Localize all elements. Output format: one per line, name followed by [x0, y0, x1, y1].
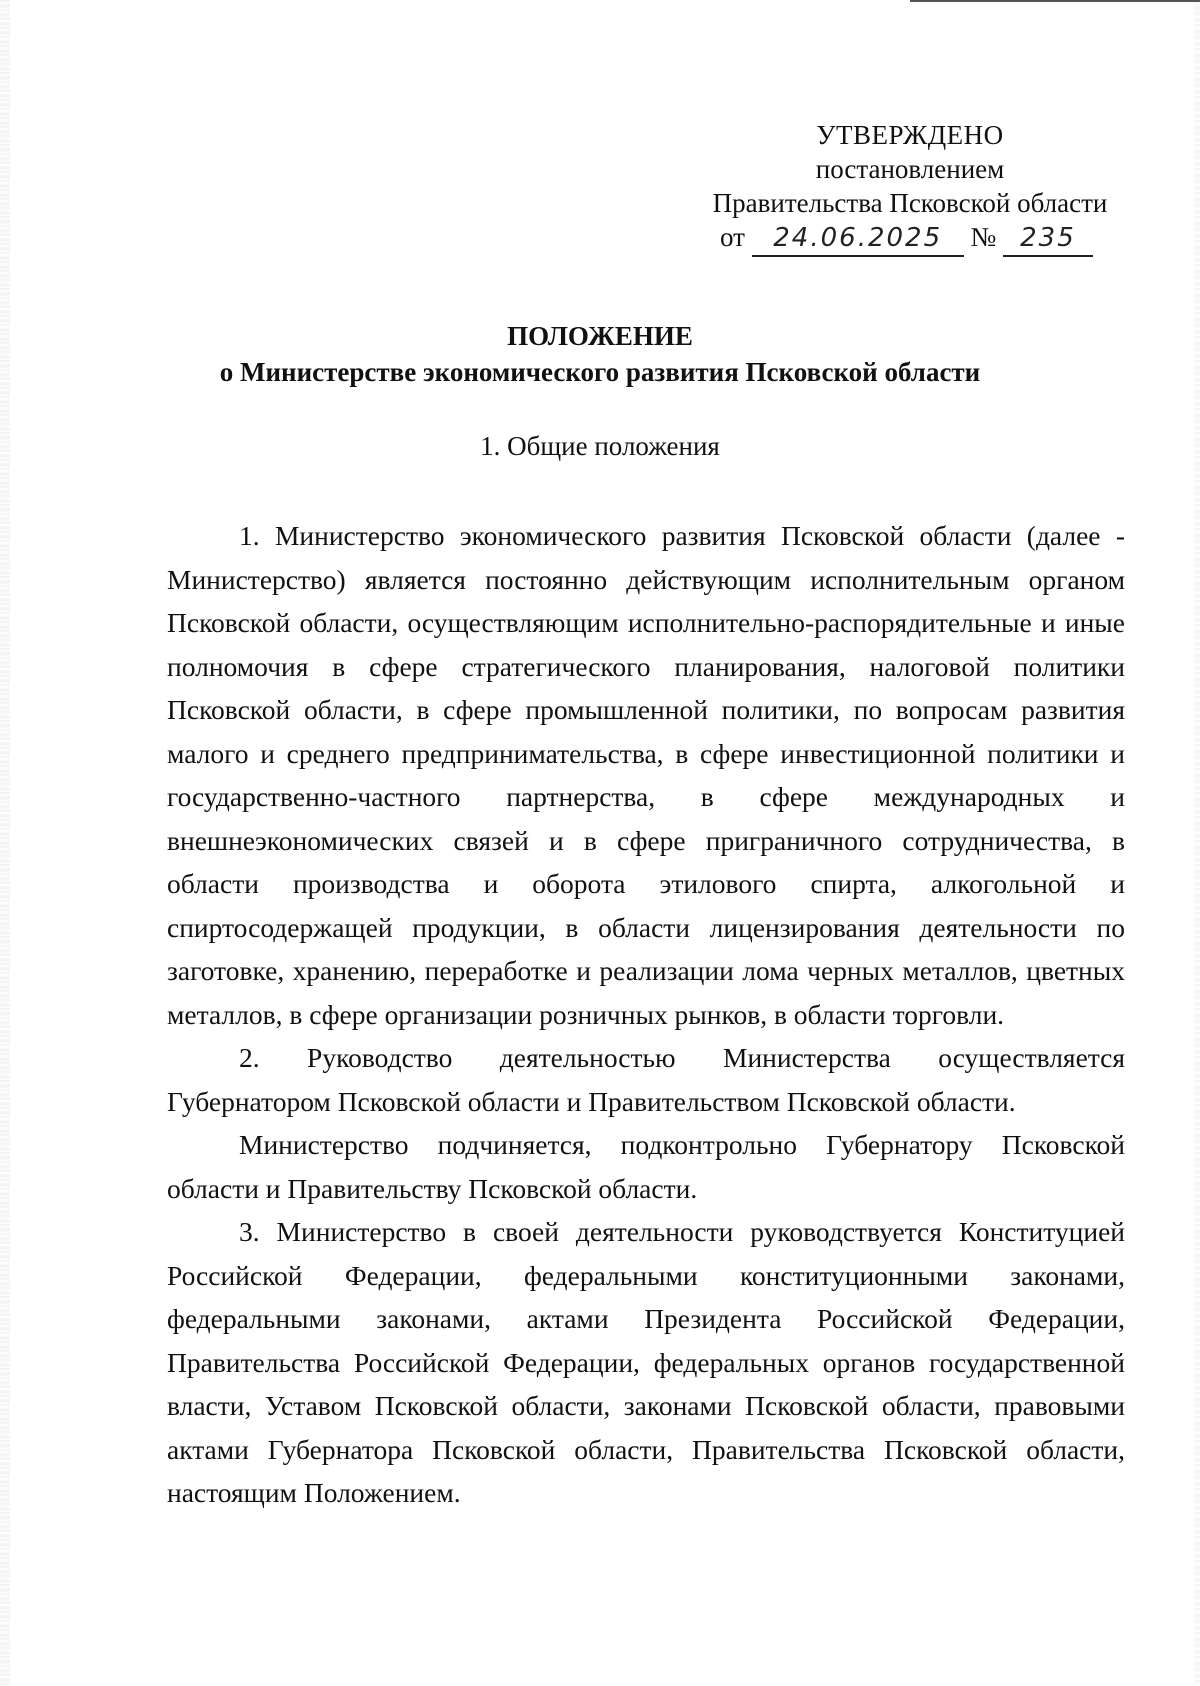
document-body	[167, 514, 1125, 1515]
document-title-main: ПОЛОЖЕНИЕ	[507, 321, 693, 351]
number-sign: №	[970, 222, 997, 252]
approval-date-line	[720, 220, 1130, 257]
paragraph-1: 1. Министерство экономического развития Псковской области (далее - Министерство) является постоянно действующим исполнительным органом Псковской области, осуществляющим исполнительно-распорядительные и иные полномочия в сфере стратегического планирования, налоговой политики Псковской области, в сфере промышленной политики, по вопросам развития малого и среднего предпринимательства, в сфере инвестиционной политики и государственно-частного партнерства, в сфере международных и внешнеэкономических связей и в сфере приграничного сотрудничества, в области производства и оборота этилового спирта, алкогольной и спиртосодержащей продукции, в области лицензирования деятельности по заготовке, хранению, переработке и реализации лома черных металлов, цветных металлов, в сфере организации розничных рынков, в области торговли.	[167, 520, 1125, 1030]
approval-decree-label: постановлением	[815, 154, 1005, 184]
paragraph-3: 3. Министерство в своей деятельности руководствуется Конституцией Российской Федерации, федеральными конституционными законами, федеральными законами, актами Президента Российской Федерации, Правительства Российской Федерации, федеральных органов государственной власти, Уставом Псковской области, законами Псковской области, правовыми актами Губернатора Псковской области, Правительства Псковской области, настоящим Положением.	[167, 1216, 1125, 1508]
scan-top-line	[910, 0, 1200, 2]
document-title	[0, 318, 1200, 390]
paragraph-2-continued: Министерство подчиняется, подконтрольно Губернатору Псковской области и Правительству Псковской области.	[167, 1129, 1125, 1204]
approval-stamp-title: УТВЕРЖДЕНО	[816, 120, 1004, 150]
date-prefix: от	[720, 222, 745, 252]
paragraph-2: 2. Руководство деятельностью Министерства осуществляется Губернатором Псковской области и Правительством Псковской области.	[167, 1042, 1125, 1117]
handwritten-number: 235	[1003, 221, 1093, 257]
section-heading: 1. Общие положения	[480, 431, 720, 461]
scan-edge-right	[1194, 0, 1200, 1686]
approval-block	[690, 118, 1130, 257]
document-title-subtitle: о Министерстве экономического развития Псковской области	[219, 357, 981, 387]
approval-authority: Правительства Псковской области	[712, 188, 1108, 218]
scan-edge-left	[0, 0, 10, 1686]
handwritten-date: 24.06.2025	[752, 221, 964, 257]
